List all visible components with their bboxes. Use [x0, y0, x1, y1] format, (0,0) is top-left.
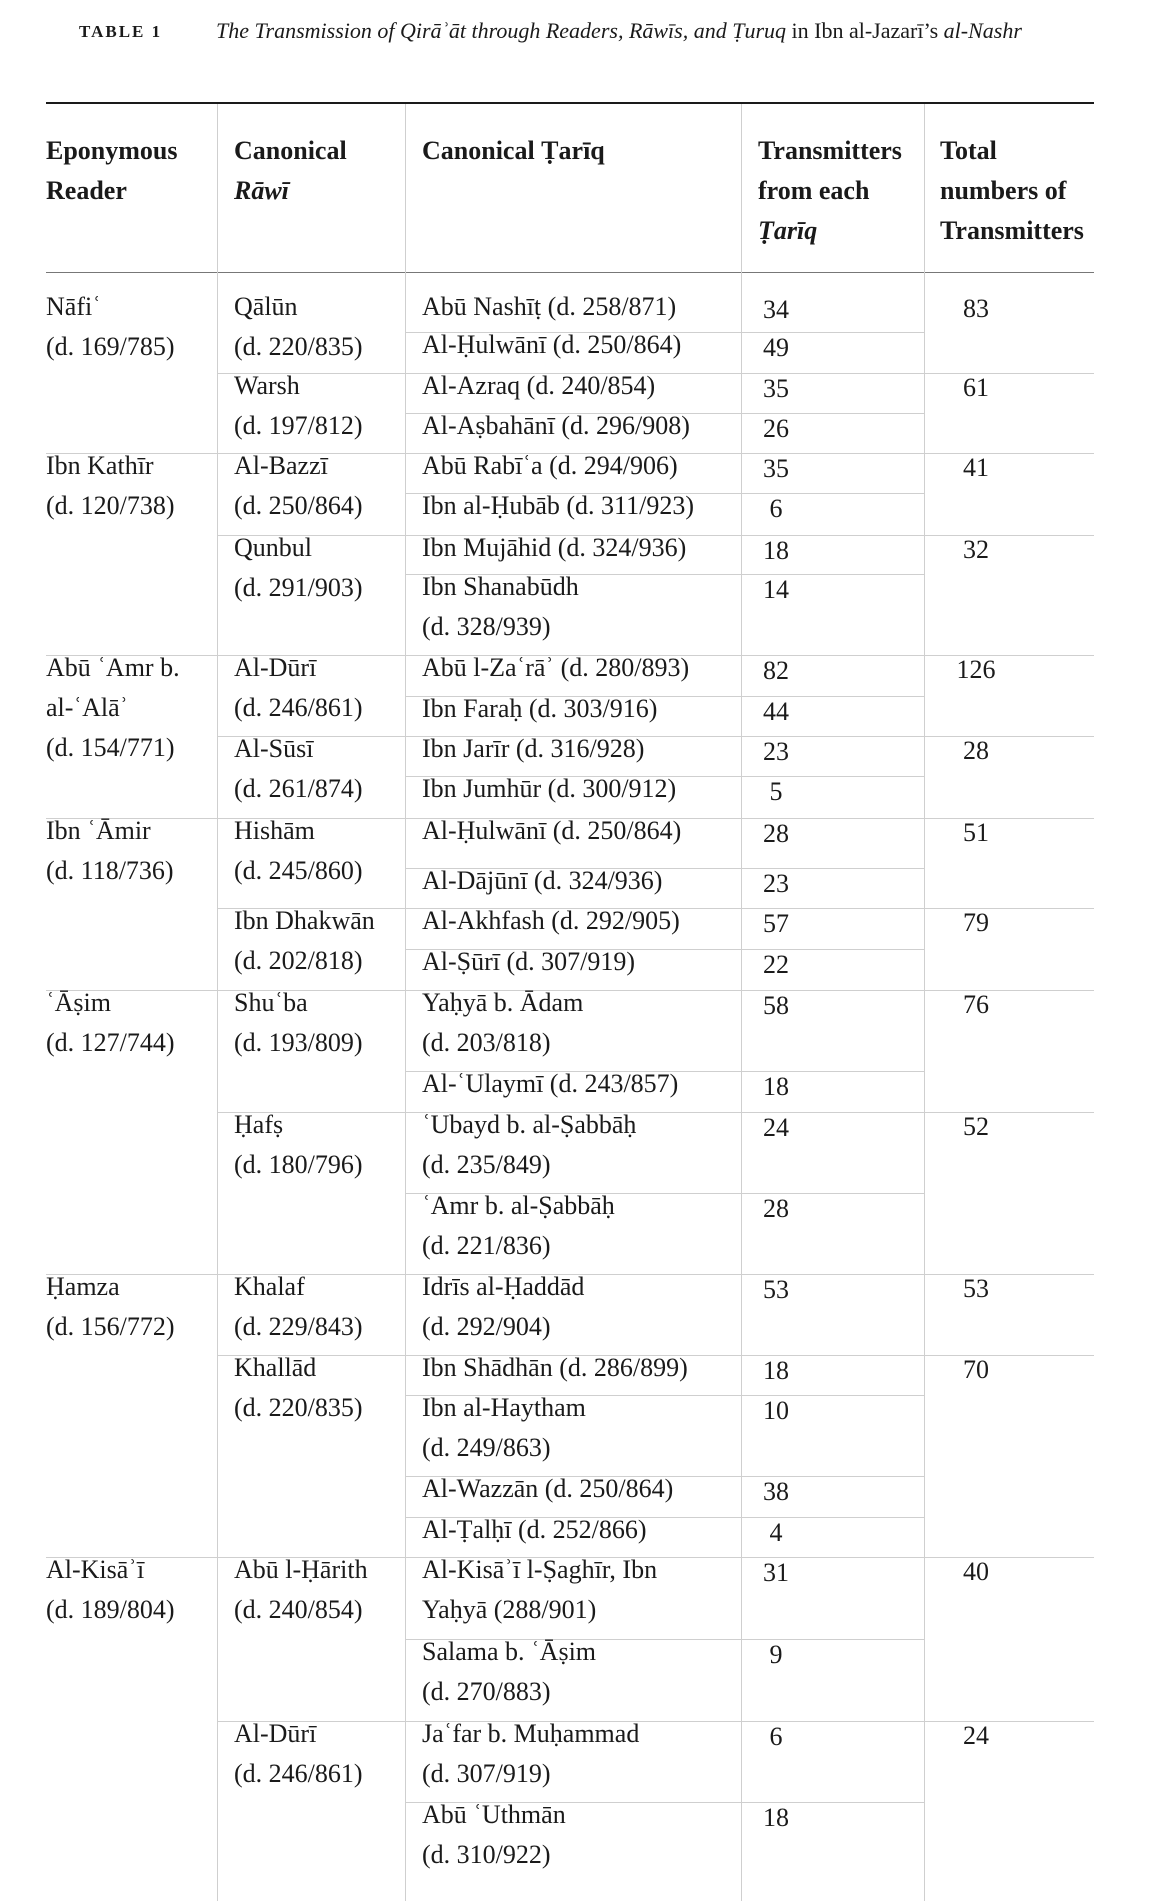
rawi-name: (d. 193/809) — [234, 1028, 363, 1057]
tariq-count: 4 — [769, 1518, 783, 1547]
tariq-name: Ibn Jarīr (d. 316/928) — [422, 734, 645, 763]
rawi-name: Ḥafṣ — [234, 1110, 284, 1139]
title-italic-source: al-Nashr — [943, 18, 1022, 43]
rawi-name: (d. 246/861) — [234, 1759, 363, 1788]
tariq-name: Salama b. ʿĀṣim — [422, 1637, 597, 1666]
tariq-count: 14 — [763, 575, 789, 604]
rawi-name: Al-Bazzī — [234, 451, 328, 480]
header-reader-line-1: Eponymous — [46, 136, 178, 165]
title-italic-part: The Transmission of Qirāʾāt through Readers, Rāwīs, and Ṭuruq — [216, 18, 787, 43]
tariq-name: (d. 249/863) — [422, 1433, 551, 1462]
rawi-name: Ibn Dhakwān — [234, 906, 375, 935]
tariq-name: Ibn al-Ḥubāb (d. 311/923) — [422, 491, 694, 520]
tariq-name: Ibn al-Haytham — [422, 1393, 586, 1422]
rawi-name: (d. 250/864) — [234, 491, 363, 520]
rawi-name: Qālūn — [234, 292, 298, 321]
header-transmitters-line-1: Transmitters — [758, 136, 902, 165]
total-count: 79 — [963, 908, 989, 937]
header-rawi-line-1: Canonical — [234, 136, 347, 165]
tariq-count: 44 — [763, 697, 789, 726]
tariq-count: 6 — [769, 494, 783, 523]
tariq-name: Jaʿfar b. Muḥammad — [422, 1719, 640, 1748]
tariq-count: 23 — [763, 737, 789, 766]
rawi-name: (d. 245/860) — [234, 856, 363, 885]
reader-name: Nāfiʿ — [46, 292, 101, 321]
tariq-name: Abū ʿUthmān — [422, 1800, 566, 1829]
total-count: 28 — [963, 736, 989, 765]
table-title — [216, 14, 1076, 47]
tariq-count: 38 — [763, 1477, 789, 1506]
tariq-count: 18 — [763, 536, 789, 565]
reader-name: (d. 118/736) — [46, 856, 174, 885]
tariq-name: (d. 328/939) — [422, 612, 551, 641]
tariq-name: Abū l-Zaʿrāʾ (d. 280/893) — [422, 653, 690, 682]
tariq-count: 18 — [763, 1803, 789, 1832]
header-reader-line-2: Reader — [46, 176, 127, 205]
header-total-line-3: Transmitters — [940, 216, 1084, 245]
tariq-count: 24 — [763, 1113, 789, 1142]
reader-name: Ibn ʿĀmir — [46, 816, 151, 845]
tariq-count: 31 — [763, 1558, 789, 1587]
rawi-name: (d. 240/854) — [234, 1595, 363, 1624]
tariq-name: Al-Azraq (d. 240/854) — [422, 371, 656, 400]
reader-name: al-ʿAlāʾ — [46, 693, 129, 722]
reader-name: (d. 156/772) — [46, 1312, 175, 1341]
tariq-name: Al-Wazzān (d. 250/864) — [422, 1474, 674, 1503]
tariq-count: 35 — [763, 454, 789, 483]
tariq-name: ʿAmr b. al-Ṣabbāḥ — [422, 1191, 615, 1220]
tariq-count: 53 — [763, 1275, 789, 1304]
tariq-name: Al-ʿUlaymī (d. 243/857) — [422, 1069, 679, 1098]
tariq-name: Ibn Jumhūr (d. 300/912) — [422, 774, 677, 803]
header-total-line-2: numbers of — [940, 176, 1067, 205]
reader-name: Ḥamza — [46, 1272, 120, 1301]
header-transmitters-line-2: from each — [758, 176, 870, 205]
total-count: 24 — [963, 1721, 989, 1750]
rawi-name: (d. 291/903) — [234, 573, 363, 602]
total-count: 76 — [963, 990, 989, 1019]
tariq-count: 10 — [763, 1396, 789, 1425]
tariq-name: (d. 307/919) — [422, 1759, 551, 1788]
tariq-name: Ibn Faraḥ (d. 303/916) — [422, 694, 658, 723]
total-count: 32 — [963, 535, 989, 564]
rawi-name: Al-Sūsī — [234, 734, 314, 763]
rawi-name: (d. 220/835) — [234, 332, 363, 361]
header-transmitters-line-3: Ṭarīq — [758, 216, 818, 245]
tariq-name: Idrīs al-Ḥaddād — [422, 1272, 585, 1301]
tariq-name: Al-Ḥulwānī (d. 250/864) — [422, 816, 682, 845]
tariq-name: (d. 310/922) — [422, 1840, 551, 1869]
total-count: 70 — [963, 1355, 989, 1384]
rawi-name: (d. 202/818) — [234, 946, 363, 975]
rawi-name: Shuʿba — [234, 988, 308, 1017]
rawi-name: Khalaf — [234, 1272, 305, 1301]
reader-name: Abū ʿAmr b. — [46, 653, 180, 682]
rawi-name: Qunbul — [234, 533, 312, 562]
tariq-name: Al-Aṣbahānī (d. 296/908) — [422, 411, 690, 440]
rawi-name: (d. 229/843) — [234, 1312, 363, 1341]
tariq-count: 22 — [763, 950, 789, 979]
total-count: 61 — [963, 373, 989, 402]
tariq-name: ʿUbayd b. al-Ṣabbāḥ — [422, 1110, 637, 1139]
tariq-name: Abū Nashīṭ (d. 258/871) — [422, 292, 677, 321]
title-plain-part: in Ibn al-Jazarī’s — [786, 18, 944, 43]
tariq-count: 28 — [763, 1194, 789, 1223]
tariq-name: Ibn Shādhān (d. 286/899) — [422, 1353, 688, 1382]
rawi-name: (d. 220/835) — [234, 1393, 363, 1422]
tariq-count: 57 — [763, 909, 789, 938]
total-count: 41 — [963, 453, 989, 482]
tariq-count: 35 — [763, 374, 789, 403]
total-count: 83 — [963, 294, 989, 323]
reader-name: (d. 169/785) — [46, 332, 175, 361]
header-rawi-line-2: Rāwī — [234, 176, 289, 205]
tariq-name: Al-Ḥulwānī (d. 250/864) — [422, 330, 682, 359]
tariq-count: 26 — [763, 414, 789, 443]
tariq-count: 23 — [763, 869, 789, 898]
rawi-name: Al-Dūrī — [234, 1719, 317, 1748]
tariq-name: (d. 235/849) — [422, 1150, 551, 1179]
tariq-name: Yaḥyā b. Ādam — [422, 988, 584, 1017]
reader-name: (d. 127/744) — [46, 1028, 175, 1057]
reader-name: ʿĀṣim — [46, 988, 111, 1017]
tariq-count: 28 — [763, 819, 789, 848]
reader-name: (d. 154/771) — [46, 733, 175, 762]
total-count: 52 — [963, 1112, 989, 1141]
tariq-count: 18 — [763, 1356, 789, 1385]
total-count: 51 — [963, 818, 989, 847]
reader-name: Ibn Kathīr — [46, 451, 154, 480]
reader-name: (d. 189/804) — [46, 1595, 175, 1624]
table-label: TABLE 1 — [79, 22, 163, 41]
tariq-name: Al-Ṣūrī (d. 307/919) — [422, 947, 636, 976]
rawi-name: (d. 197/812) — [234, 411, 363, 440]
total-count: 53 — [963, 1274, 989, 1303]
tariq-name: Ibn Mujāhid (d. 324/936) — [422, 533, 687, 562]
tariq-count: 58 — [763, 991, 789, 1020]
tariq-name: (d. 270/883) — [422, 1677, 551, 1706]
tariq-name: Abū Rabīʿa (d. 294/906) — [422, 451, 678, 480]
header-rule — [46, 272, 1094, 273]
tariq-count: 5 — [769, 777, 783, 806]
reader-name: (d. 120/738) — [46, 491, 175, 520]
tariq-name: Ibn Shanabūdh — [422, 572, 579, 601]
reader-name: Al-Kisāʾī — [46, 1555, 145, 1584]
total-count: 40 — [963, 1557, 989, 1586]
tariq-name: Al-Ṭalḥī (d. 252/866) — [422, 1515, 647, 1544]
tariq-name: (d. 292/904) — [422, 1312, 551, 1341]
tariq-count: 82 — [763, 656, 789, 685]
rawi-name: (d. 246/861) — [234, 693, 363, 722]
tariq-count: 18 — [763, 1072, 789, 1101]
tariq-count: 49 — [763, 333, 789, 362]
tariq-name: Al-Dājūnī (d. 324/936) — [422, 866, 663, 895]
rawi-name: Abū l-Ḥārith — [234, 1555, 368, 1584]
rawi-name: Warsh — [234, 371, 300, 400]
tariq-name: Al-Kisāʾī l-Ṣaghīr, Ibn — [422, 1555, 658, 1584]
tariq-count: 9 — [769, 1640, 783, 1669]
header-total-line-1: Total — [940, 136, 997, 165]
top-rule — [46, 102, 1094, 104]
tariq-name: (d. 221/836) — [422, 1231, 551, 1260]
tariq-name: Yaḥyā (288/901) — [422, 1595, 597, 1624]
rawi-name: (d. 261/874) — [234, 774, 363, 803]
tariq-count: 34 — [763, 295, 789, 324]
rawi-name: Hishām — [234, 816, 315, 845]
header-tariq: Canonical Ṭarīq — [422, 136, 605, 165]
rawi-name: Al-Dūrī — [234, 653, 317, 682]
rawi-name: (d. 180/796) — [234, 1150, 363, 1179]
rawi-name: Khallād — [234, 1353, 317, 1382]
tariq-name: (d. 203/818) — [422, 1028, 551, 1057]
total-count: 126 — [956, 655, 996, 684]
tariq-name: Al-Akhfash (d. 292/905) — [422, 906, 680, 935]
tariq-count: 6 — [769, 1722, 783, 1751]
